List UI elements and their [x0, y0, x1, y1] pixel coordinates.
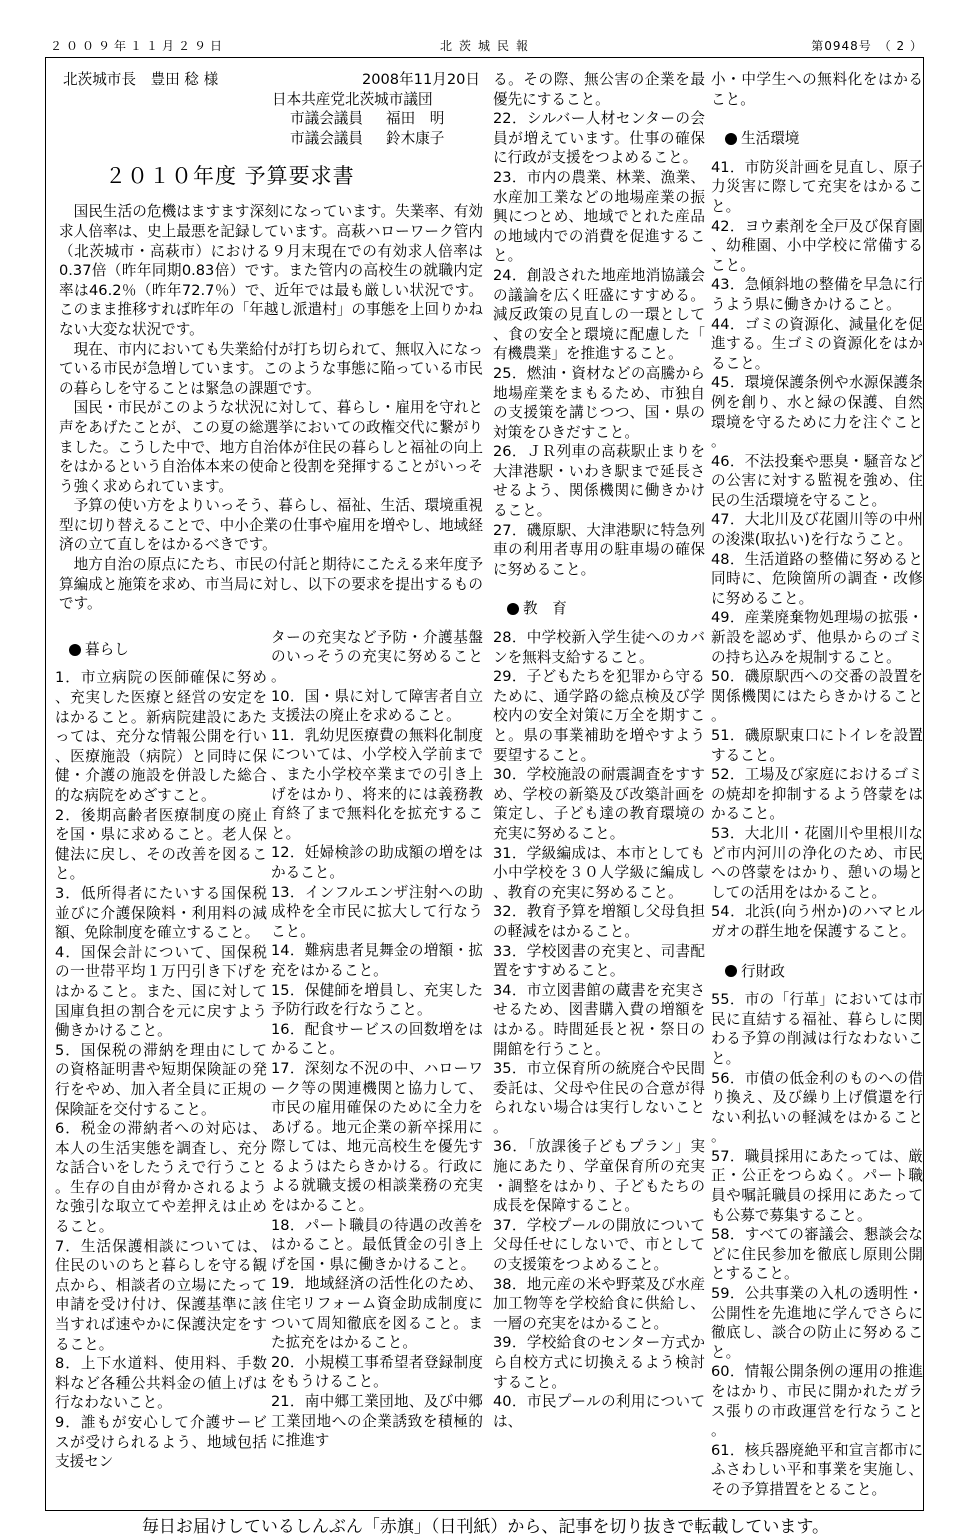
- bullet-dot-icon: [725, 965, 737, 977]
- issue-number: 第0948号 （ 2 ）: [811, 39, 923, 53]
- request-item: 49．産業廃棄物処理場の拡張・新設を認めず、他県からのゴミの持ち込みを規制すること。: [711, 609, 923, 666]
- request-item: 24．創設された地産地消協議会の議論を広く旺盛にすすめる。減反政策の見直しの一環として、食の安全と環境に配慮した「有機農業」を推進すること。: [493, 266, 705, 363]
- bullet-dot-icon: [507, 603, 519, 615]
- request-item: 37．学校プールの開放について父母任せにしないで、市としての支援策をつよめること。: [493, 1216, 705, 1274]
- request-item: 19．地域経済の活性化のため、住宅リフォーム資金助成制度について周知徹底を図ること。また拡充をはかること。: [271, 1275, 483, 1352]
- article-frame: [45, 57, 924, 1511]
- request-item: 33．学校図書の充実と、司書配置をすすめること。: [493, 942, 705, 980]
- request-item: 55．市の「行革」においては市民に直結する福祉、暮らしに関わる予算の削減は行なわないこと。: [711, 991, 923, 1067]
- text-column-1: [55, 640, 267, 1472]
- request-item: 2．後期高齢者医療制度の廃止を国・県に求めること。老人保健法に戻し、その改善を図ること。: [55, 806, 267, 883]
- request-item: 29．子どもたちを犯罪から守るために、通学路の総点検及び学校内の安全対策に万全を期すこと。県の事業補助を増やすよう要望すること。: [493, 668, 705, 764]
- request-item: 5．国保税の滞納を理由にしての資格証明書や短期保険証の発行をやめ、加入者全員に正規の保険証を交付すること。: [55, 1041, 267, 1118]
- request-item: 46．不法投棄や悪臭・騒音などの公害に対する監視を強め、住民の生活環境を守ること。: [711, 452, 923, 509]
- bullet-dot-icon: [725, 133, 737, 145]
- request-item: 38．地元産の米や野菜及び水産加工物等を学校給食に供給し、一層の充実をはかること。: [493, 1275, 705, 1332]
- request-item: 40．市民プールの利用については、: [493, 1393, 705, 1430]
- request-item: 60．情報公開条例の運用の推進をはかり、市民に開かれたガラス張りの市政運営を行なうこと。: [711, 1363, 923, 1440]
- addressee: 北茨城市長 豊田 稔 様: [63, 71, 219, 88]
- request-item: 48．生活道路の整備に努めると同時に、危険箇所の調査・改修に努めること。: [711, 550, 923, 607]
- section-heading-text: 行財政: [741, 962, 785, 980]
- sender-member: [290, 129, 487, 149]
- text-column-2: [271, 628, 483, 1472]
- text-column-3: [493, 70, 705, 1500]
- member-name: 福田 明: [386, 110, 445, 128]
- section-heading-text: 生活環境: [741, 130, 800, 148]
- intro-paragraph: 予算の使い方をよりいっそう、暮らし、福祉、生活、環境重視型に切り替えることで、中小企業の仕事や雇用を増やし、地域経済の立て直しをはかるべきです。: [59, 497, 483, 554]
- request-item: 61．核兵器廃絶平和宣言都市にふさわしい平和事業を実施し、その予算措置をとること。: [711, 1441, 923, 1498]
- request-item: 3．低所得者にたいする国保税並びに介護保険料・利用料の減額、免除制度を確立すること。: [55, 884, 267, 942]
- request-item: 57．職員採用にあたっては、厳正・公正をつらぬく。パート職員や嘱託職員の採用にあたっても公募で募集すること。: [711, 1147, 923, 1224]
- left-pane: [55, 70, 487, 1472]
- request-item: 35．市立保育所の統廃合や民間委託は、父母や住民の合意が得られない場合は実行しないこと。: [493, 1060, 705, 1136]
- intro-body: [59, 202, 483, 613]
- sender-organization: 日本共産党北茨城市議団: [272, 90, 433, 108]
- request-item: 4．国保会計について、国保税の一世帯平均１万円引き下げをはかること。また、国に対して国庫負担の割合を元に戻すよう働きかけること。: [55, 943, 267, 1040]
- request-item: 6．税金の滞納者への対応は、本人の生活実態を調査し、充分な話合いをしたうえで行うこと。生存の自由が脅かされるような強引な取立てや差押えは止めること。: [55, 1120, 267, 1236]
- request-item: 7．生活保護相談については、住民のいのちと暮らしを守る観点から、相談者の立場にたって申請を受け付け、保護基準に該当すれば速やかに保護決定をすること。: [55, 1237, 267, 1353]
- request-item: 41．市防災計画を見直し、原子力災害に際して充実をはかること。: [711, 158, 923, 215]
- intro-paragraph: 現在、市内においても失業給付が打ち切られて、無収入になっている市民が急増しています。このような事態に陥っている市民の暮らしを守ることは緊急の課題です。: [59, 340, 483, 397]
- newspaper-date: ２００９年１１月２９日: [50, 39, 227, 53]
- request-item: 26．ＪＲ列車の高萩駅止まりを大津港駅・いわき駅まで延長させるよう、関係機関に働きかけること。: [493, 443, 705, 520]
- bullet-dot-icon: [69, 644, 81, 656]
- request-item: 54．北浜(向う州か)のハマヒルガオの群生地を保護すること。: [711, 903, 923, 940]
- request-item: 25．燃油・資材などの高騰から地場産業をまもるため、市独自の支援策を講じつつ、国・県の対策をひきだすこと。: [493, 364, 705, 441]
- request-item: ターの充実など予防・介護基盤のいっそうの充実に努めること。: [271, 628, 483, 686]
- request-item: 56．市債の低金利のものへの借り換え、及び繰り上げ償還を行ない利払いの軽減をはかること。: [711, 1069, 923, 1146]
- request-item: 45．環境保護条例や水源保護条例を創り、水と緑の保護、自然環境を守るために力を注ぐこと。: [711, 374, 923, 451]
- right-pane: [493, 70, 923, 1500]
- text-column-4: [711, 70, 923, 1500]
- request-item: 28．中学校新入学生徒へのカバンを無料支給すること。: [493, 629, 705, 666]
- letter-date: 2008年11月20日: [361, 71, 480, 88]
- section-heading-text: 教 育: [523, 600, 567, 618]
- request-item: 20．小規模工事希望者登録制度をもうけること。: [271, 1353, 483, 1391]
- request-item: 27．磯原駅、大津港駅に特急列車の利用者専用の駐車場の確保に努めること。: [493, 521, 705, 578]
- request-item: 50．磯原駅西への交番の設置を関係機関にはたらきかけること。: [711, 668, 923, 725]
- request-item: 22．シルバー人材センターの会員が増えています。仕事の確保に行政が支援をつよめること。: [493, 110, 705, 167]
- request-item: 47．大北川及び花園川等の中州の浚渫(取払い)を行なうこと。: [711, 511, 923, 549]
- footer-note: 毎日お届けしているしんぶん「赤旗」（日刊紙）から、記事を切り抜きで転載しています。: [141, 1516, 830, 1537]
- request-item: 10．国・県に対して障害者自立支援法の廃止を求めること。: [271, 687, 483, 725]
- request-item: 12．妊婦検診の助成額の増をはかること。: [271, 844, 483, 881]
- lower-columns: [55, 628, 487, 1472]
- request-item: 18．パート職員の待遇の改善をはかること。最低賃金の引き上げを国・県に働きかけること。: [271, 1216, 483, 1273]
- request-item: 42．ヨウ素剤を全戸及び保育園、幼稚園、小中学校に常備すること。: [711, 217, 923, 274]
- section-heading: [725, 129, 923, 149]
- request-item: 34．市立図書館の蔵書を充実させるため、図書購入費の増額をはかる。時間延長と祝・祭日の開館を行うこと。: [493, 981, 705, 1058]
- request-item: 21．南中郷工業団地、及び中郷工業団地への企業誘致を積極的に推進す: [271, 1393, 483, 1450]
- member-role: 市議会議員: [290, 110, 363, 128]
- request-item: 59．公共事業の入札の透明性・公開性を先進地に学んでさらに徹底し、談合の防止に努めること。: [711, 1285, 923, 1361]
- request-item: 31．学級編成は、本市としても小中学校を３０人学級に編成し、教育の充実に努めること。: [493, 844, 705, 901]
- intro-paragraph: 国民・市民がこのような状況に対して、暮らし・雇用を守れと声をあげたことが、この夏の総選挙においての政権交代に繋がりました。こうした中で、地方自治体が住民の暮らしと福祉の向上をはかるという自治体本来の使命と役割を発揮することがいっそう強く求められています。: [59, 399, 483, 495]
- request-item: 23．市内の農業、林業、漁業、水産加工業などの地場産業の振興につとめ、地域でとれた産品の地域内での消費を促進すること。: [493, 168, 705, 265]
- request-item: 44．ゴミの資源化、減量化を促進する。生ゴミの資源化をはかること。: [711, 315, 923, 372]
- request-item: 小・中学生への無料化をはかること。: [711, 71, 923, 108]
- request-item: 8．上下水道料、使用料、手数料など各種公共料金の値上げは行なわないこと。: [55, 1355, 267, 1412]
- request-item: 15．保健師を増員し、充実した予防行政を行なうこと。: [271, 981, 483, 1019]
- document-title: ２０１０年度 予算要求書: [105, 164, 355, 189]
- letter-header-row: [55, 70, 480, 90]
- sender-member: [290, 109, 487, 129]
- request-item: 43．急傾斜地の整備を早急に行うよう県に働きかけること。: [711, 276, 923, 313]
- request-item: 17．深刻な不況の中、ハローワーク等の関連機関と協力して、市民の雇用確保のために全力をあげる。地元企業の新卒採用に際しては、地元高校生を優先するようはたらきかける。行政による就職支援の相談業務の充実をはかること。: [271, 1059, 483, 1215]
- request-item: 1．市立病院の医師確保に努め、充実した医療と経営の安定をはかること。新病院建設にあたっては、充分な情報公開を行い、医療施設（病院）と同時に保健・介護の施設を併設した総合的な病院をめざすこと。: [55, 669, 267, 804]
- section-heading: [507, 599, 705, 619]
- intro-paragraph: 国民生活の危機はますます深刻になっています。失業率、有効求人倍率は、史上最悪を記録しています。高萩ハローワーク管内（北茨城市・高萩市）における９月末現在での有効求人倍率は0.37倍（昨年同期0.83倍）です。また管内の高校生の就職内定率は46.2％（昨年72.7％）で、近年では最も厳しい状況です。このまま推移すれば昨年の「年越し派遣村」の事態を上回りかねない大変な状況です。: [59, 203, 483, 338]
- request-item: 53．大北川・花園川や里根川など市内河川の浄化のため、市民への啓蒙をはかり、憩いの場としての活用をはかること。: [711, 824, 923, 901]
- request-item: 14．難病患者見舞金の増額・拡充をはかること。: [271, 942, 483, 979]
- request-item: 32．教育予算を増額し父母負担の軽減をはかること。: [493, 903, 705, 940]
- section-heading: [69, 640, 267, 660]
- request-item: 58．すべての審議会、懇談会などに住民参加を徹底し原則公開とすること。: [711, 1226, 923, 1283]
- member-role: 市議会議員: [290, 129, 363, 147]
- request-item: 16．配食サービスの回数増をはかること。: [271, 1020, 483, 1058]
- newspaper-name: 北茨城民報: [440, 39, 536, 53]
- request-item: る。その際、無公害の企業を最優先にすること。: [493, 71, 705, 108]
- request-item: 52．工場及び家庭におけるゴミの焼却を抑制するよう啓蒙をはかること。: [711, 766, 923, 823]
- request-item: 36．「放課後子どもプラン」実施にあたり、学童保育所の充実・調整をはかり、子どもたちの成長を保障すること。: [493, 1138, 705, 1215]
- request-item: 13．インフルエンザ注射への助成枠を全市民に拡大して行なうこと。: [271, 883, 483, 940]
- request-item: 11．乳幼児医療費の無料化制度については、小学校入学前まで、また小学校卒業までの引き上げをはかり、将来的には義務教育終了まで無料化を拡充すること。: [271, 726, 483, 842]
- member-name: 鈴木康子: [386, 129, 445, 147]
- request-item: 39．学校給食のセンター方式から自校方式に切換えるよう検討すること。: [493, 1334, 705, 1391]
- section-heading: [725, 962, 923, 982]
- section-heading-text: 暮らし: [85, 640, 129, 658]
- intro-paragraph: 地方自治の原点にたち、市民の付託と期待にこたえる来年度予算編成と施策を求め、市当局に対し、以下の要求を提出するものです。: [59, 556, 483, 613]
- request-item: 51．磯原駅東口にトイレを設置すること。: [711, 727, 923, 764]
- request-item: 30．学校施設の耐震調査をすすめ、学校の新築及び改築計画を策定し、子ども達の教育環境の充実に努めること。: [493, 766, 705, 842]
- request-item: 9．誰もが安心して介護サービスが受けられるよう、地域包括支援セン: [55, 1414, 267, 1471]
